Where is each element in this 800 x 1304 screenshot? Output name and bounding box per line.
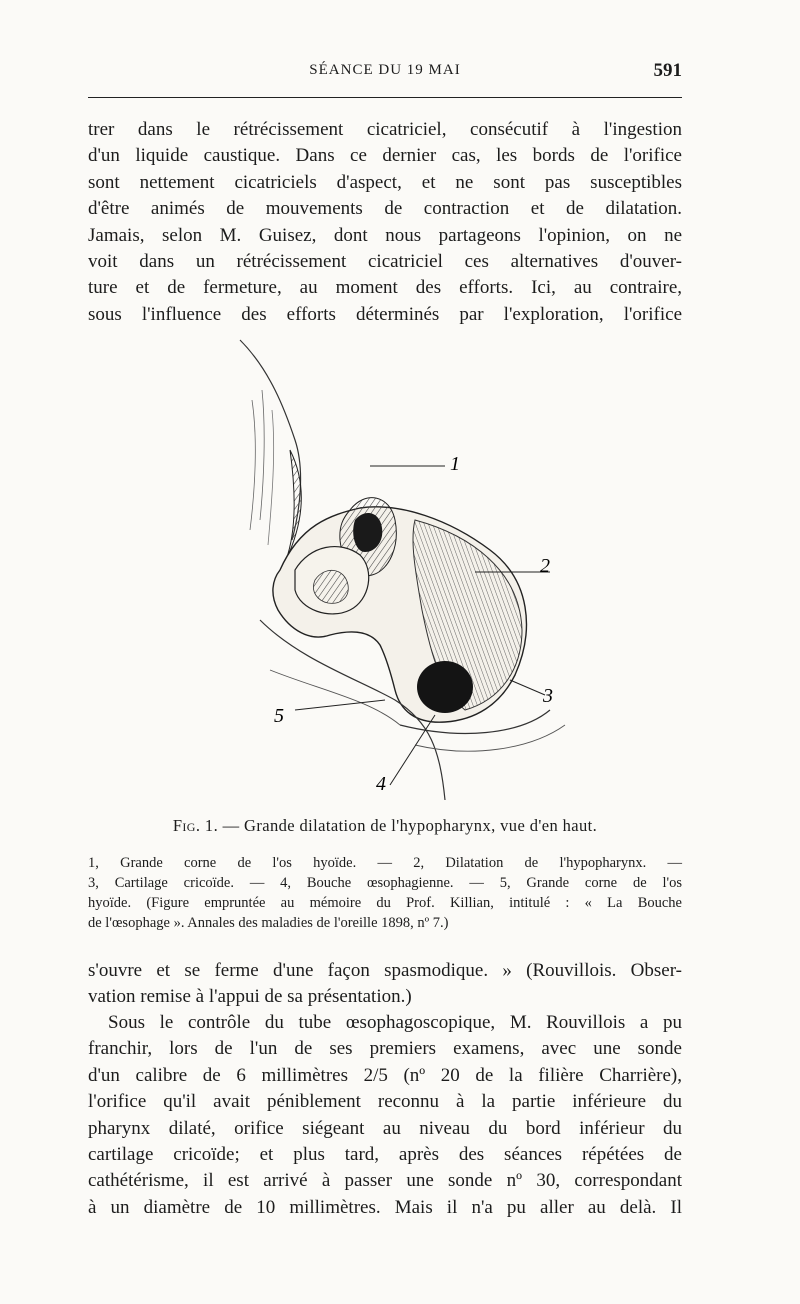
hypopharynx-drawing [200, 330, 580, 820]
anatomical-illustration [200, 330, 580, 820]
page-number: 591 [653, 60, 682, 81]
text-line: ture et de fermeture, au moment des efforts. Ici, au contraire, [88, 277, 682, 299]
figure-number: Fig. 1. [172, 816, 219, 835]
text-line: à un diamètre de 10 millimètres. Mais il n'a pu aller au delà. Il [88, 1196, 682, 1218]
figure-caption-text: — Grande dilatation de l'hypopharynx, vue d'en haut. [218, 816, 598, 835]
text-line: pharynx dilaté, orifice siégeant au niveau du bord inférieur du [88, 1117, 682, 1139]
text-line: Sous le contrôle du tube œsophagoscopique, M. Rouvillois a pu [108, 1012, 682, 1033]
legend-line: de l'œsophage ». Annales des maladies de l'oreille 1898, nº 7.) [88, 915, 449, 931]
leader-line-5 [295, 700, 385, 710]
text-line: sont nettement cicatriciels d'aspect, et ne sont pas susceptibles [88, 171, 682, 193]
page-header [88, 62, 682, 86]
text-line: voit dans un rétrécissement cicatriciel ces alternatives d'ouver- [88, 251, 682, 273]
figure-label-3: 3 [543, 685, 553, 707]
figure-label-4: 4 [376, 773, 386, 795]
figure-legend [88, 853, 682, 933]
text-line: sous l'influence des efforts déterminés par l'exploration, l'orifice [88, 303, 682, 325]
text-line: franchir, lors de l'un de ses premiers examens, avec une sonde [88, 1038, 682, 1060]
running-title: SÉANCE DU 19 MAI [309, 62, 461, 78]
paragraph-3 [88, 1010, 682, 1221]
header-rule [88, 97, 682, 98]
leader-line-3 [510, 680, 545, 695]
figure-caption-title [88, 816, 682, 836]
legend-line: 1, Grande corne de l'os hyoïde. — 2, Dilatation de l'hypopharynx. — [88, 855, 682, 871]
text-line: s'ouvre et se ferme d'une façon spasmodique. » (Rouvillois. Obser- [88, 960, 682, 981]
text-line: l'orifice qu'il avait péniblement reconnu à la partie inférieure du [88, 1091, 682, 1113]
text-line: cathétérisme, il est arrivé à passer une sonde nº 30, correspondant [88, 1170, 682, 1192]
figure-label-2: 2 [540, 555, 550, 577]
text-line: vation remise à l'appui de sa présentation.) [88, 986, 412, 1008]
text-line: d'être animés de mouvements de contraction et de dilatation. [88, 198, 682, 220]
paragraph-2 [88, 958, 682, 1011]
text-line: Jamais, selon M. Guisez, dont nous partageons l'opinion, on ne [88, 224, 682, 246]
legend-line: 3, Cartilage cricoïde. — 4, Bouche œsophagienne. — 5, Grande corne de l'os [88, 875, 682, 891]
leader-line-4 [390, 715, 435, 785]
figure-label-5: 5 [274, 705, 284, 727]
text-line: d'un liquide caustique. Dans ce dernier cas, les bords de l'orifice [88, 145, 682, 167]
paragraph-1 [88, 117, 682, 328]
figure-label-1: 1 [450, 453, 460, 475]
text-line: trer dans le rétrécissement cicatriciel, consécutif à l'ingestion [88, 119, 682, 140]
text-line: cartilage cricoïde; et plus tard, après des séances répétées de [88, 1144, 682, 1166]
legend-line: hyoïde. (Figure empruntée au mémoire du Prof. Killian, intitulé : « La Bouche [88, 895, 682, 911]
text-line: d'un calibre de 6 millimètres 2/5 (nº 20 de la filière Charrière), [88, 1064, 682, 1086]
